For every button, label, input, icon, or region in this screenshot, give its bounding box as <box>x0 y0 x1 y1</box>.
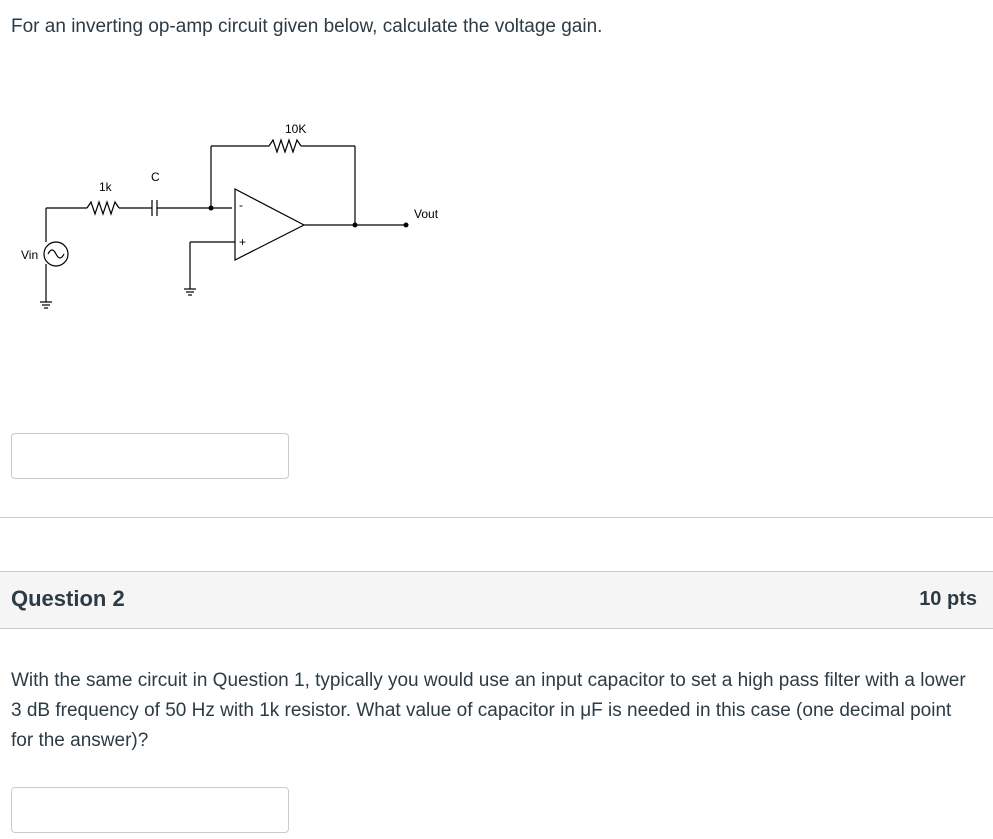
question-2-header <box>0 571 993 629</box>
question-2-answer-input[interactable] <box>11 787 289 833</box>
question-1-text: For an inverting op-amp circuit given below, calculate the voltage gain. <box>11 16 603 37</box>
output-label: Vout <box>414 207 439 221</box>
question-1-answer-input[interactable] <box>11 433 289 479</box>
source-label: Vin <box>21 248 39 262</box>
question-2-title: Question 2 <box>11 586 125 611</box>
question-divider <box>0 517 993 518</box>
inverting-input-sign: - <box>239 198 243 212</box>
noninverting-input-sign: + <box>239 235 247 249</box>
op-amp-circuit-diagram <box>14 112 454 322</box>
capacitor-label: C <box>151 170 160 184</box>
question-2-points: 10 pts <box>919 588 977 610</box>
question-2-text: With the same circuit in Question 1, typically you would use an input capacitor to set a high pass filter with a lower 3 dB frequency of 50 Hz with 1k resistor. What value of capacitor in μF is needed in this case (one decimal point for the answer)? <box>11 670 966 751</box>
feedback-resistor-label: 10K <box>285 122 307 136</box>
input-resistor-label: 1k <box>99 180 112 194</box>
